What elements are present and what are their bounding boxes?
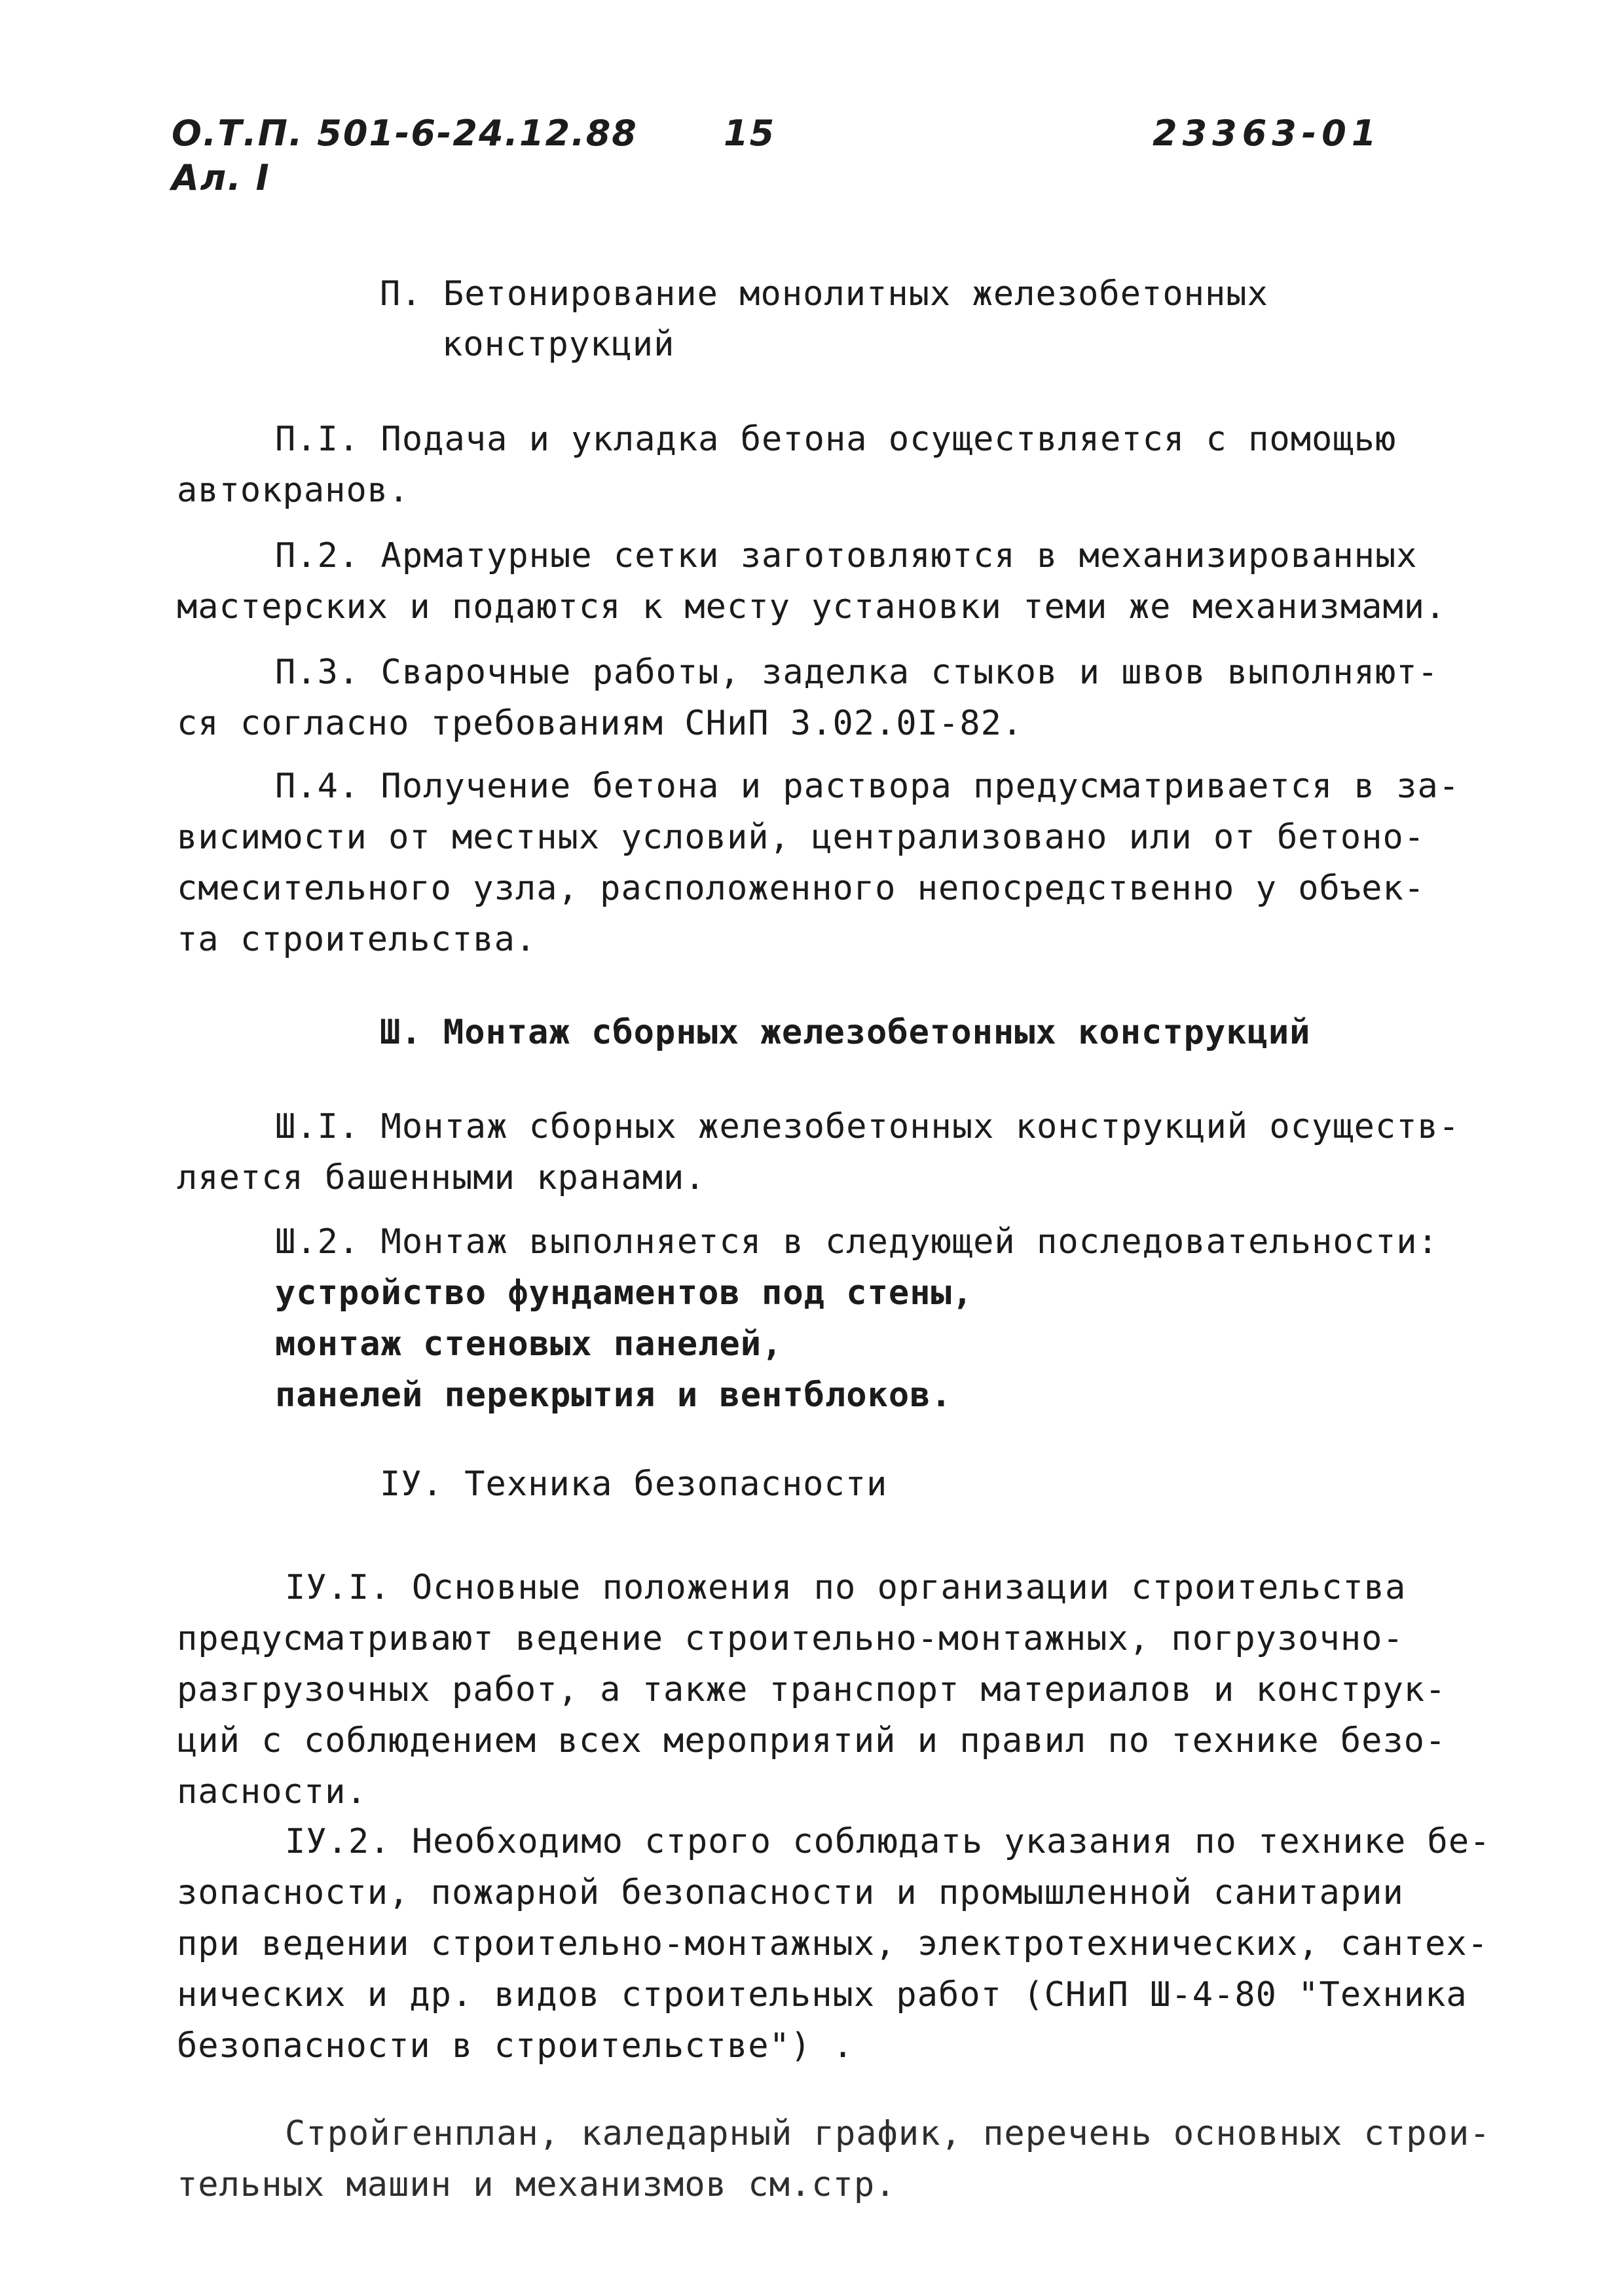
para-2-4-cont3: та строительства. <box>177 920 537 959</box>
page-number: 15 <box>724 113 776 154</box>
para-2-3-cont: ся согласно требованиям СНиП 3.02.0I-82. <box>177 704 1024 743</box>
archive-number: 23363-01 <box>1153 113 1382 154</box>
para-4-1-cont2: разгрузочных работ, а также транспорт материалов и конструк- <box>177 1670 1447 1709</box>
para-2-2: П.2. Арматурные сетки заготовляются в механизированных <box>275 536 1418 575</box>
footer-note: Стройгенплан, каледарный график, перечень основных строи- <box>285 2114 1491 2153</box>
para-2-4: П.4. Получение бетона и раствора предусматривается в за- <box>275 767 1460 806</box>
para-2-3: П.3. Сварочные работы, заделка стыков и швов выполняют- <box>275 653 1439 692</box>
footer-note-cont: тельных машин и механизмов см.стр. <box>177 2165 896 2204</box>
section-2-title-cont: конструкций <box>442 325 675 364</box>
para-4-2-cont1: зопасности, пожарной безопасности и промышленной санитарии <box>177 1873 1404 1912</box>
para-4-2-cont3: нических и др. видов строительных работ (СНиП Ш-4-80 "Техника <box>177 1975 1467 2014</box>
para-3-2-item3: панелей перекрытия и вентблоков. <box>275 1376 952 1415</box>
para-2-4-cont2: смесительного узла, расположенного непосредственно у объек- <box>177 869 1426 908</box>
section-4-title: IУ. Техника безопасности <box>380 1465 888 1504</box>
para-2-1: П.I. Подача и укладка бетона осуществляется с помощью <box>275 420 1397 459</box>
section-3-title: Ш. Монтаж сборных железобетонных конструкций <box>380 1013 1311 1052</box>
para-3-2-item1: устройство фундаментов под стены, <box>275 1273 974 1313</box>
para-4-2-cont2: при ведении строительно-монтажных, электротехнических, сантех- <box>177 1924 1489 1963</box>
para-4-1: IУ.I. Основные положения по организации строительства <box>285 1568 1407 1607</box>
para-4-2-cont4: безопасности в строительстве") . <box>177 2026 854 2066</box>
section-2-title: П. Бетонирование монолитных железобетонных <box>380 274 1268 314</box>
para-2-2-cont: мастерских и подаются к месту установки теми же механизмами. <box>177 587 1447 627</box>
sheet-label: Ал. I <box>172 157 270 198</box>
para-3-1-cont: ляется башенными кранами. <box>177 1158 706 1197</box>
para-4-1-cont1: предусматривают ведение строительно-монтажных, погрузочно- <box>177 1619 1404 1658</box>
para-3-2: Ш.2. Монтаж выполняется в следующей последовательности: <box>275 1222 1439 1262</box>
para-2-4-cont1: висимости от местных условий, централизовано или от бетоно- <box>177 818 1426 857</box>
para-2-1-cont: автокранов. <box>177 471 410 510</box>
para-4-2: IУ.2. Необходимо строго соблюдать указания по технике бе- <box>285 1822 1491 1861</box>
para-4-1-cont3: ций с соблюдением всех мероприятий и правил по технике безо- <box>177 1721 1447 1760</box>
para-3-1: Ш.I. Монтаж сборных железобетонных конструкций осуществ- <box>275 1107 1460 1146</box>
doc-code: О.Т.П. 501-6-24.12.88 <box>172 113 638 154</box>
para-4-1-cont4: пасности. <box>177 1772 367 1812</box>
para-3-2-item2: монтаж стеновых панелей, <box>275 1324 783 1364</box>
